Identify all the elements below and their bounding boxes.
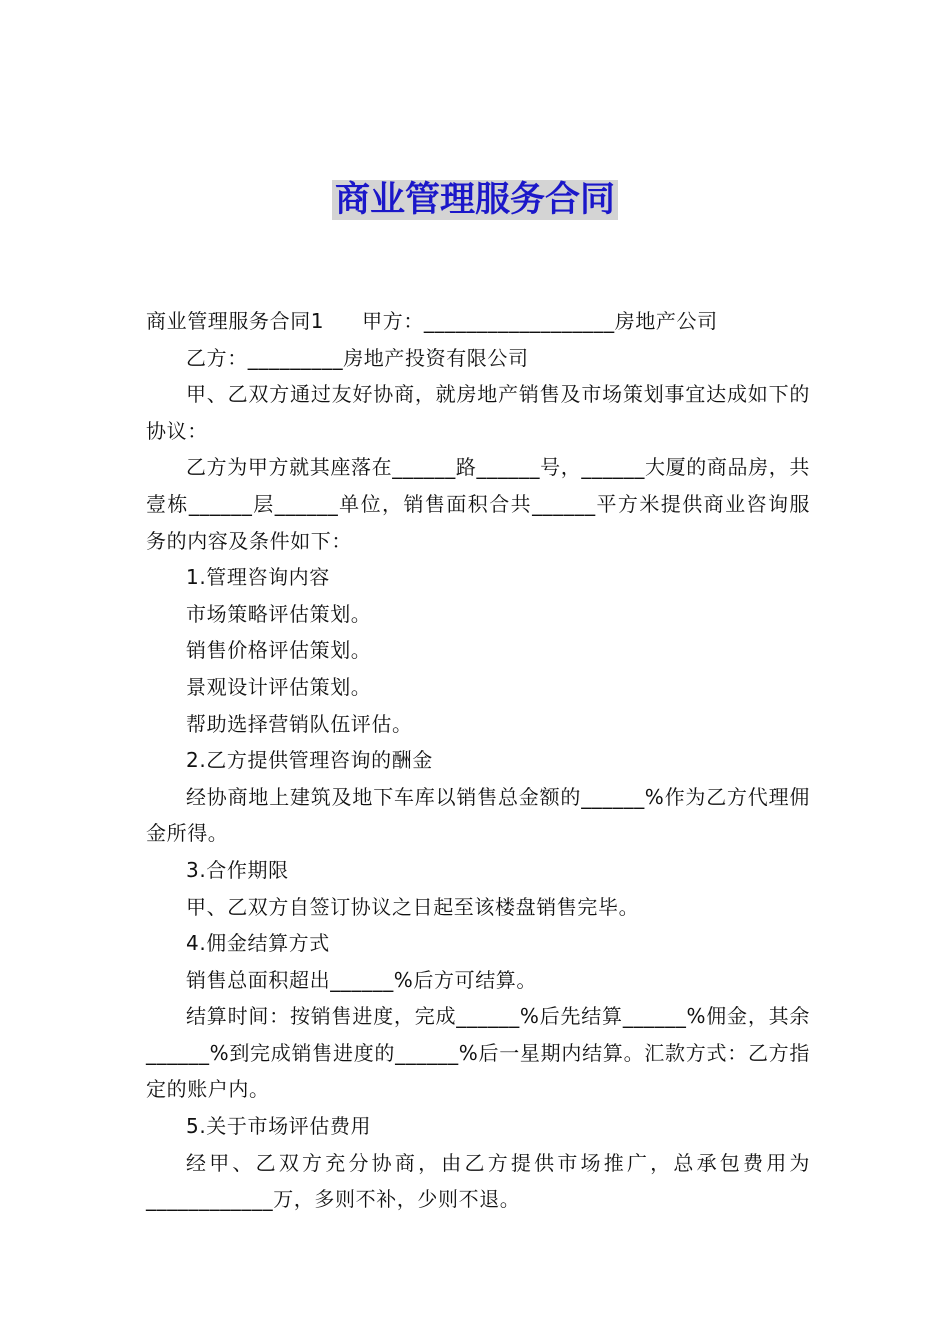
section-heading-3: 3.合作期限 xyxy=(186,857,289,882)
list-item: 销售价格评估策划。 xyxy=(186,638,372,663)
settlement-condition-paragraph: 销售总面积超出______%后方可结算。 xyxy=(186,967,538,992)
document-title-text: 商业管理服务合同 xyxy=(332,180,618,220)
property-description-paragraph: 乙方为甲方就其座落在______路______号，______大厦的商品房，共壹栋______层______单位，销售面积合共______平方米提供商业咨询服务的内容及条件如下： xyxy=(146,455,810,553)
section-heading-4: 4.佣金结算方式 xyxy=(186,931,330,956)
document-title xyxy=(0,178,950,222)
settlement-time-paragraph: 结算时间：按销售进度，完成______%后先结算______%佣金，其余______%到完成销售进度的______%后一星期内结算。汇款方式：乙方指定的账户内。 xyxy=(146,1004,810,1102)
intro-heading: 商业管理服务合同1 xyxy=(146,309,325,333)
market-assessment-paragraph: 经甲、乙双方充分协商，由乙方提供市场推广，总承包费用为____________万，多则不补，少则不退。 xyxy=(146,1150,810,1212)
party-a-line: 甲方：__________________房地产公司 xyxy=(362,309,718,333)
contract-body xyxy=(146,303,810,1218)
list-item: 景观设计评估策划。 xyxy=(186,674,372,699)
list-item: 帮助选择营销队伍评估。 xyxy=(186,711,413,736)
party-b-line: 乙方：_________房地产投资有限公司 xyxy=(186,345,529,370)
agreement-intro-paragraph: 甲、乙双方通过友好协商，就房地产销售及市场策划事宜达成如下的协议： xyxy=(146,382,810,443)
list-item: 市场策略评估策划。 xyxy=(186,601,372,626)
cooperation-term-paragraph: 甲、乙双方自签订协议之日起至该楼盘销售完毕。 xyxy=(186,894,640,919)
section-heading-1: 1.管理咨询内容 xyxy=(186,565,330,590)
section-heading-2: 2.乙方提供管理咨询的酬金 xyxy=(186,748,433,773)
intro-line xyxy=(146,303,810,340)
section-heading-5: 5.关于市场评估费用 xyxy=(186,1114,372,1139)
commission-paragraph: 经协商地上建筑及地下车库以销售总金额的______%作为乙方代理佣金所得。 xyxy=(146,784,810,846)
